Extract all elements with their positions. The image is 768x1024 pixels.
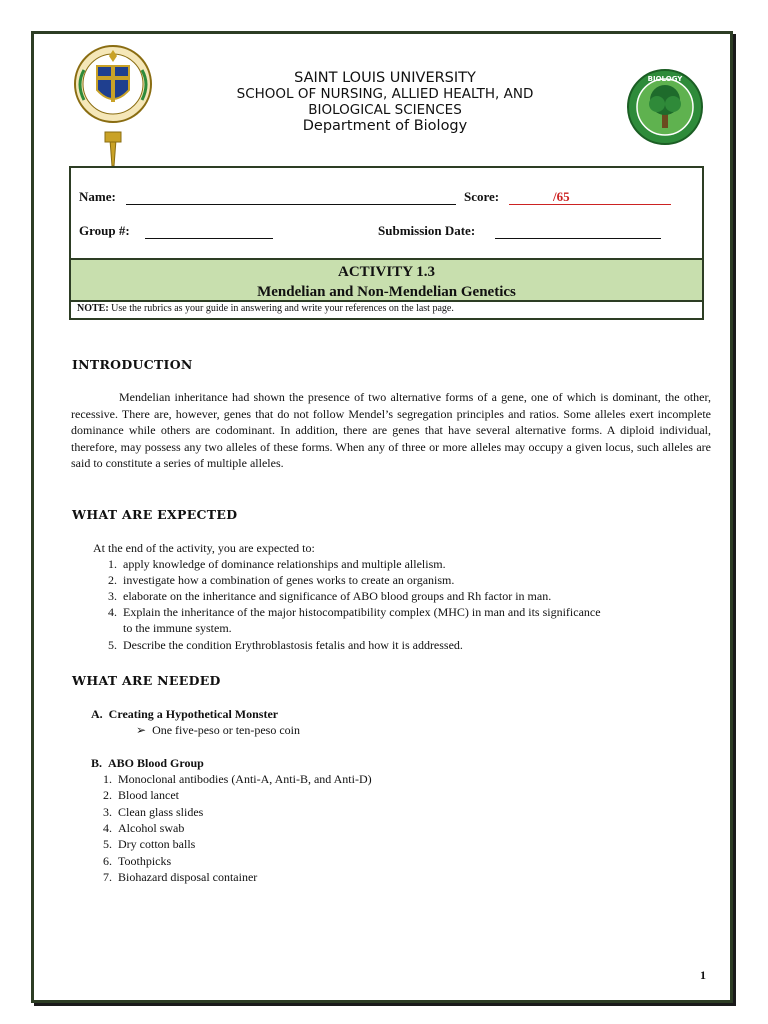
department-name: Department of Biology <box>302 118 468 134</box>
score-label: Score: <box>464 189 500 204</box>
expected-intro: At the end of the activity, you are expected to: <box>93 541 315 555</box>
list-item: ➢ One five-peso or ten-peso coin <box>136 723 301 737</box>
score-total: /65 <box>553 189 570 204</box>
activity-number: ACTIVITY 1.3 <box>338 264 435 280</box>
list-item: 4. Explain the inheritance of the major histocompatibility complex (MHC) in man and its significance <box>108 605 601 619</box>
submission-date-label: Submission Date: <box>378 223 476 238</box>
list-item: 2. Blood lancet <box>103 788 179 803</box>
score-field[interactable] <box>509 204 671 205</box>
needed-heading: WHAT ARE NEEDED <box>72 673 221 688</box>
list-item: 7. Biohazard disposal container <box>103 869 258 884</box>
list-item: 3. elaborate on the inheritance and significance of ABO blood groups and Rh factor in man. <box>108 589 552 603</box>
introduction-heading: INTRODUCTION <box>72 357 193 372</box>
note-line <box>77 303 454 314</box>
submission-date-field[interactable] <box>495 238 661 239</box>
list-item: 6. Toothpicks <box>103 853 172 868</box>
student-info-box <box>69 166 704 320</box>
name-label: Name: <box>79 189 116 204</box>
list-item-continuation: to the immune system. <box>123 621 232 635</box>
note-text: Use the rubrics as your guide in answering and write your references on the last page. <box>111 303 454 314</box>
biology-seal-text: BIOLOGY <box>647 75 683 83</box>
section-b-title: B. ABO Blood Group <box>91 756 204 770</box>
institution-header <box>190 70 580 134</box>
activity-title: Mendelian and Non-Mendelian Genetics <box>257 284 516 300</box>
school-name-line1: SCHOOL OF NURSING, ALLIED HEALTH, AND <box>236 86 534 102</box>
page-number: 1 <box>700 968 706 982</box>
activity-banner <box>71 258 702 302</box>
name-field[interactable] <box>126 204 456 205</box>
note-label: NOTE: <box>77 303 109 314</box>
university-seal-logo <box>70 42 156 166</box>
biology-seal-logo <box>626 68 704 146</box>
university-name: SAINT LOUIS UNIVERSITY <box>294 70 476 86</box>
group-field[interactable] <box>145 238 273 239</box>
school-name-line2: BIOLOGICAL SCIENCES <box>308 102 462 118</box>
expected-heading: WHAT ARE EXPECTED <box>72 507 238 522</box>
section-a-title: A. Creating a Hypothetical Monster <box>91 707 279 721</box>
group-label: Group #: <box>79 223 130 238</box>
list-item: 1. Monoclonal antibodies (Anti-A, Anti-B, and Anti-D) <box>103 772 372 786</box>
list-item: 5. Dry cotton balls <box>103 837 196 852</box>
list-item: 3. Clean glass slides <box>103 804 204 819</box>
list-item: 1. apply knowledge of dominance relationships and multiple allelism. <box>108 557 446 571</box>
introduction-body: Mendelian inheritance had shown the presence of two alternative forms of a gene, one of which is dominant, the other, recessive. There are, however, genes that do not follow Mendel’s segregation principles and ratios. Some alleles exert incomplete dominance while others are codominant. In addition, there are genes that have several alternative forms. A diploid individual, therefore, may possess any two alleles of these forms. When any of three or more alleles may occupy a given locus, such alleles are said to constitute a series of multiple alleles. <box>71 390 711 470</box>
list-item: 2. investigate how a combination of genes works to create an organism. <box>108 573 455 587</box>
bullet-arrow-icon: ➢ <box>136 723 147 737</box>
list-item: 4. Alcohol swab <box>103 820 185 835</box>
list-item: 5. Describe the condition Erythroblastosis fetalis and how it is addressed. <box>108 638 463 652</box>
